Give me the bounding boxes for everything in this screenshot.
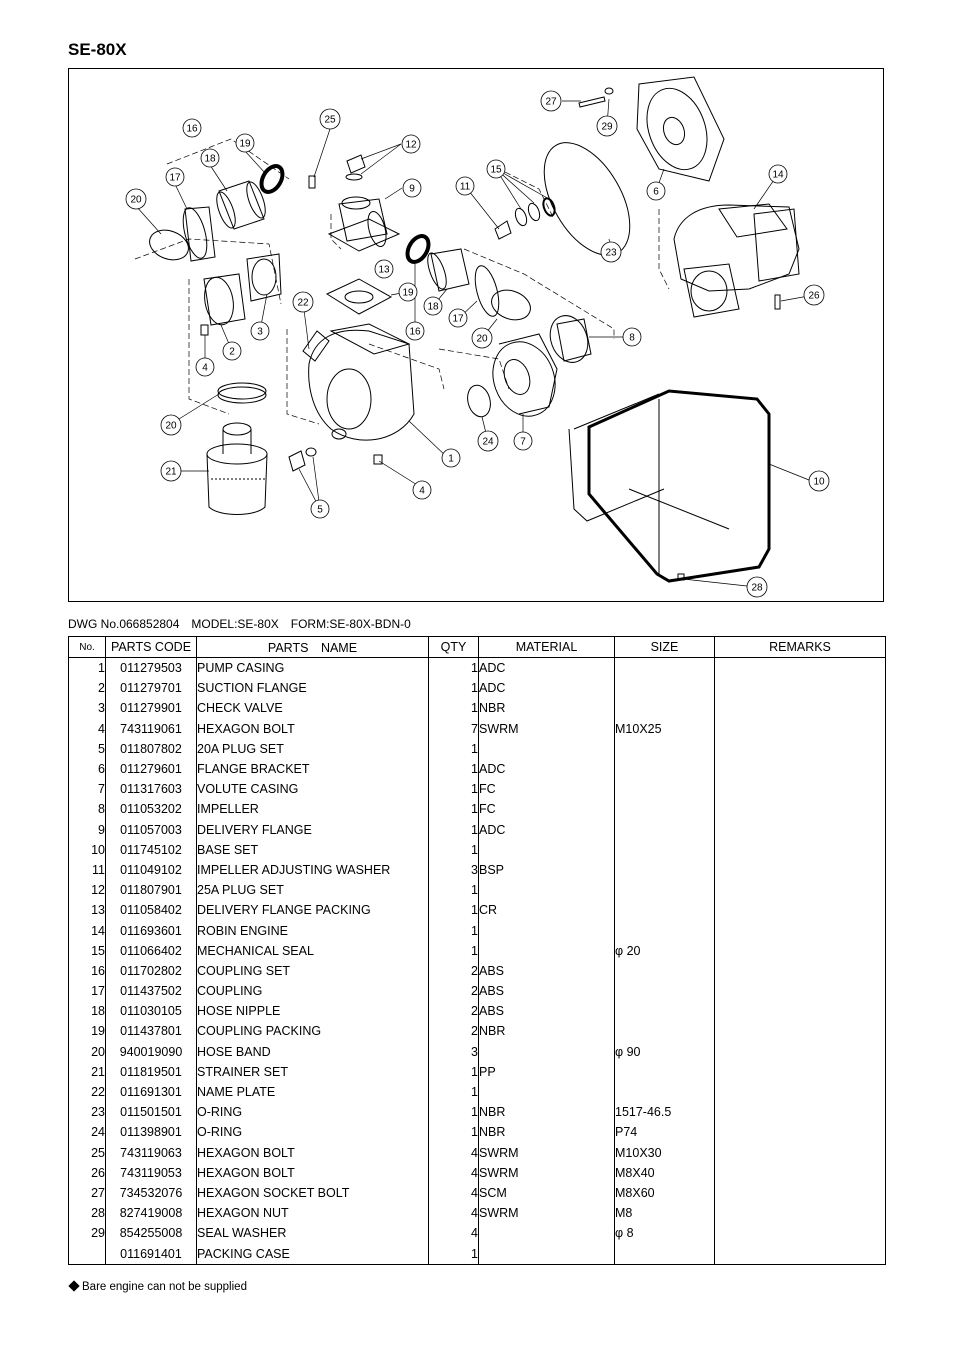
cell-material: ABS <box>479 981 615 1001</box>
cell-material <box>479 941 615 961</box>
callout-label: 11 <box>459 181 471 193</box>
cell-code: 011693601 <box>106 920 197 940</box>
cell-name: FLANGE BRACKET <box>197 759 429 779</box>
cell-remarks <box>715 961 886 981</box>
cell-no: 7 <box>69 779 106 799</box>
cell-size <box>615 840 715 860</box>
cell-material: NBR <box>479 698 615 718</box>
cell-code: 011049102 <box>106 860 197 880</box>
cell-code: 011807901 <box>106 880 197 900</box>
cell-name: SEAL WASHER <box>197 1223 429 1243</box>
cell-name: CHECK VALVE <box>197 698 429 718</box>
cell-size: φ 90 <box>615 1042 715 1062</box>
cell-material: BSP <box>479 860 615 880</box>
cell-material: FC <box>479 779 615 799</box>
table-row <box>69 739 886 759</box>
cell-no: 27 <box>69 1183 106 1203</box>
cell-size <box>615 1082 715 1102</box>
cell-no: 18 <box>69 1001 106 1021</box>
cell-no: 15 <box>69 941 106 961</box>
cell-remarks <box>715 759 886 779</box>
cell-size: M10X25 <box>615 719 715 739</box>
cell-no: 25 <box>69 1143 106 1163</box>
cell-size <box>615 1243 715 1264</box>
header-qty: QTY <box>429 637 479 658</box>
cell-code: 011745102 <box>106 840 197 860</box>
callout-label: 4 <box>419 485 425 497</box>
callout-label: 27 <box>545 96 557 108</box>
cell-code: 011279701 <box>106 678 197 698</box>
cell-no: 16 <box>69 961 106 981</box>
diamond-icon <box>68 1280 79 1291</box>
cell-remarks <box>715 678 886 698</box>
cell-qty: 1 <box>429 840 479 860</box>
cell-qty: 1 <box>429 739 479 759</box>
cell-material: CR <box>479 900 615 920</box>
cell-size: M8 <box>615 1203 715 1223</box>
cell-remarks <box>715 920 886 940</box>
cell-name: HEXAGON SOCKET BOLT <box>197 1183 429 1203</box>
cell-qty: 1 <box>429 1062 479 1082</box>
cell-code: 743119053 <box>106 1163 197 1183</box>
cell-remarks <box>715 1102 886 1122</box>
drawing-info: DWG No.066852804 MODEL:SE-80X FORM:SE-80X-BDN-0 <box>68 617 411 631</box>
cell-code: 827419008 <box>106 1203 197 1223</box>
cell-code: 743119061 <box>106 719 197 739</box>
cell-material: NBR <box>479 1021 615 1041</box>
callout-label: 28 <box>751 582 763 594</box>
callout-label: 24 <box>482 436 494 448</box>
cell-qty: 2 <box>429 1001 479 1021</box>
cell-code: 011057003 <box>106 820 197 840</box>
cell-qty: 2 <box>429 1021 479 1041</box>
table-row <box>69 1183 886 1203</box>
cell-name: HEXAGON BOLT <box>197 719 429 739</box>
cell-no: 1 <box>69 658 106 679</box>
cell-no: 2 <box>69 678 106 698</box>
callout-label: 19 <box>402 287 414 299</box>
cell-material: ABS <box>479 1001 615 1021</box>
cell-name: DELIVERY FLANGE <box>197 820 429 840</box>
callout-label: 17 <box>169 172 181 184</box>
header-parts-name: PARTS NAME <box>197 637 429 658</box>
cell-size: 1517-46.5 <box>615 1102 715 1122</box>
cell-material <box>479 840 615 860</box>
cell-code: 011702802 <box>106 961 197 981</box>
cell-no: 5 <box>69 739 106 759</box>
cell-size: M8X40 <box>615 1163 715 1183</box>
cell-code: 011437502 <box>106 981 197 1001</box>
cell-qty: 1 <box>429 779 479 799</box>
cell-no: 23 <box>69 1102 106 1122</box>
cell-name: MECHANICAL SEAL <box>197 941 429 961</box>
callout-label: 12 <box>405 139 417 151</box>
cell-code: 011279901 <box>106 698 197 718</box>
cell-name: HOSE BAND <box>197 1042 429 1062</box>
cell-name: HOSE NIPPLE <box>197 1001 429 1021</box>
cell-code: 011279601 <box>106 759 197 779</box>
cell-size <box>615 820 715 840</box>
cell-size <box>615 1001 715 1021</box>
table-row <box>69 1143 886 1163</box>
callout-label: 16 <box>409 326 421 338</box>
cell-remarks <box>715 1082 886 1102</box>
cell-code: 011807802 <box>106 739 197 759</box>
cell-qty: 7 <box>429 719 479 739</box>
cell-size <box>615 1021 715 1041</box>
cell-qty: 4 <box>429 1203 479 1223</box>
cell-name: COUPLING SET <box>197 961 429 981</box>
table-row <box>69 719 886 739</box>
callout-label: 20 <box>165 420 177 432</box>
cell-name: STRAINER SET <box>197 1062 429 1082</box>
callout-label: 1 <box>448 453 454 465</box>
callout-label: 17 <box>452 313 464 325</box>
cell-size <box>615 739 715 759</box>
cell-qty: 1 <box>429 900 479 920</box>
cell-qty: 1 <box>429 920 479 940</box>
exploded-parts-drawing <box>68 68 884 602</box>
cell-material: ADC <box>479 658 615 679</box>
cell-qty: 1 <box>429 698 479 718</box>
cell-material: FC <box>479 799 615 819</box>
cell-name: ROBIN ENGINE <box>197 920 429 940</box>
cell-remarks <box>715 1243 886 1264</box>
callout-label: 19 <box>239 138 251 150</box>
page-title: SE-80X <box>68 40 127 59</box>
cell-remarks <box>715 799 886 819</box>
cell-no: 3 <box>69 698 106 718</box>
cell-name: HEXAGON BOLT <box>197 1143 429 1163</box>
cell-material <box>479 739 615 759</box>
cell-code: 011398901 <box>106 1122 197 1142</box>
cell-name: IMPELLER ADJUSTING WASHER <box>197 860 429 880</box>
cell-remarks <box>715 779 886 799</box>
cell-material: SWRM <box>479 719 615 739</box>
cell-remarks <box>715 1163 886 1183</box>
cell-size <box>615 860 715 880</box>
cell-remarks <box>715 658 886 679</box>
cell-name: 25A PLUG SET <box>197 880 429 900</box>
cell-material: PP <box>479 1062 615 1082</box>
callout-label: 25 <box>324 114 336 126</box>
callout-label: 16 <box>186 123 198 135</box>
table-row <box>69 840 886 860</box>
cell-remarks <box>715 860 886 880</box>
table-row <box>69 1243 886 1264</box>
cell-no: 11 <box>69 860 106 880</box>
table-header-row <box>69 637 886 658</box>
cell-remarks <box>715 1122 886 1142</box>
cell-no <box>69 1243 106 1264</box>
cell-no: 19 <box>69 1021 106 1041</box>
table-row <box>69 820 886 840</box>
cell-remarks <box>715 941 886 961</box>
callout-label: 20 <box>476 333 488 345</box>
cell-qty: 1 <box>429 1102 479 1122</box>
table-row <box>69 981 886 1001</box>
cell-name: IMPELLER <box>197 799 429 819</box>
cell-code: 011819501 <box>106 1062 197 1082</box>
cell-remarks <box>715 739 886 759</box>
cell-code: 011317603 <box>106 779 197 799</box>
table-row <box>69 698 886 718</box>
cell-material: ADC <box>479 820 615 840</box>
table-row <box>69 799 886 819</box>
cell-code: 940019090 <box>106 1042 197 1062</box>
cell-no: 21 <box>69 1062 106 1082</box>
cell-no: 12 <box>69 880 106 900</box>
cell-qty: 1 <box>429 678 479 698</box>
cell-remarks <box>715 1143 886 1163</box>
cell-material <box>479 880 615 900</box>
cell-remarks <box>715 719 886 739</box>
cell-name: HEXAGON BOLT <box>197 1163 429 1183</box>
cell-qty: 1 <box>429 941 479 961</box>
cell-material: NBR <box>479 1102 615 1122</box>
exploded-view-svg <box>69 69 885 603</box>
cell-no: 24 <box>69 1122 106 1142</box>
cell-no: 10 <box>69 840 106 860</box>
callout-label: 14 <box>772 169 784 181</box>
cell-material: ADC <box>479 759 615 779</box>
cell-size: P74 <box>615 1122 715 1142</box>
cell-qty: 1 <box>429 1122 479 1142</box>
cell-remarks <box>715 820 886 840</box>
callout-label: 5 <box>317 504 323 516</box>
table-row <box>69 1082 886 1102</box>
cell-size <box>615 698 715 718</box>
cell-no: 14 <box>69 920 106 940</box>
cell-material <box>479 1223 615 1243</box>
cell-remarks <box>715 981 886 1001</box>
cell-size <box>615 880 715 900</box>
footnote-text: Bare engine can not be supplied <box>82 1281 247 1293</box>
cell-size <box>615 779 715 799</box>
cell-qty: 1 <box>429 880 479 900</box>
cell-name: 20A PLUG SET <box>197 739 429 759</box>
cell-remarks <box>715 1223 886 1243</box>
callout-label: 15 <box>490 164 502 176</box>
cell-code: 011691301 <box>106 1082 197 1102</box>
table-row <box>69 920 886 940</box>
cell-code: 854255008 <box>106 1223 197 1243</box>
cell-qty: 3 <box>429 1042 479 1062</box>
table-row <box>69 1001 886 1021</box>
cell-qty: 4 <box>429 1223 479 1243</box>
cell-no: 29 <box>69 1223 106 1243</box>
callout-label: 23 <box>605 247 617 259</box>
cell-no: 22 <box>69 1082 106 1102</box>
callout-label: 6 <box>653 186 659 198</box>
cell-qty: 1 <box>429 658 479 679</box>
cell-remarks <box>715 1001 886 1021</box>
cell-remarks <box>715 1042 886 1062</box>
cell-code: 011501501 <box>106 1102 197 1122</box>
cell-name: SUCTION FLANGE <box>197 678 429 698</box>
cell-size: φ 20 <box>615 941 715 961</box>
cell-code: 011691401 <box>106 1243 197 1264</box>
callout-label: 9 <box>409 183 415 195</box>
cell-size <box>615 678 715 698</box>
callout-label: 13 <box>378 264 390 276</box>
cell-name: PUMP CASING <box>197 658 429 679</box>
table-row <box>69 1021 886 1041</box>
cell-code: 011053202 <box>106 799 197 819</box>
cell-qty: 1 <box>429 1243 479 1264</box>
cell-no: 9 <box>69 820 106 840</box>
table-row <box>69 779 886 799</box>
footnote <box>68 1281 247 1293</box>
cell-code: 011030105 <box>106 1001 197 1021</box>
table-row <box>69 678 886 698</box>
table-row <box>69 961 886 981</box>
callout-label: 22 <box>297 297 309 309</box>
callout-label: 4 <box>202 362 208 374</box>
table-row <box>69 759 886 779</box>
cell-material: SCM <box>479 1183 615 1203</box>
cell-name: COUPLING PACKING <box>197 1021 429 1041</box>
callout-label: 21 <box>165 466 177 478</box>
callout-label: 8 <box>629 332 635 344</box>
cell-name: COUPLING <box>197 981 429 1001</box>
cell-remarks <box>715 840 886 860</box>
cell-no: 17 <box>69 981 106 1001</box>
cell-material <box>479 1243 615 1264</box>
cell-qty: 1 <box>429 820 479 840</box>
header-parts-code: PARTS CODE <box>106 637 197 658</box>
cell-size <box>615 799 715 819</box>
callout-label: 29 <box>601 121 613 133</box>
cell-qty: 1 <box>429 1082 479 1102</box>
cell-remarks <box>715 1021 886 1041</box>
header-remarks: REMARKS <box>715 637 886 658</box>
cell-size: M10X30 <box>615 1143 715 1163</box>
cell-size <box>615 961 715 981</box>
cell-remarks <box>715 698 886 718</box>
cell-code: 011066402 <box>106 941 197 961</box>
cell-qty: 4 <box>429 1163 479 1183</box>
cell-size <box>615 981 715 1001</box>
table-row <box>69 1102 886 1122</box>
table-row <box>69 880 886 900</box>
cell-remarks <box>715 900 886 920</box>
callout-label: 26 <box>808 290 820 302</box>
cell-no: 4 <box>69 719 106 739</box>
cell-code: 734532076 <box>106 1183 197 1203</box>
table-row <box>69 860 886 880</box>
cell-code: 011058402 <box>106 900 197 920</box>
cell-no: 13 <box>69 900 106 920</box>
callout-markers <box>126 91 829 597</box>
cell-size <box>615 658 715 679</box>
cell-material: ABS <box>479 961 615 981</box>
table-row <box>69 941 886 961</box>
cell-qty: 3 <box>429 860 479 880</box>
table-row <box>69 1223 886 1243</box>
callout-label: 10 <box>813 476 825 488</box>
callout-label: 20 <box>130 194 142 206</box>
cell-name: HEXAGON NUT <box>197 1203 429 1223</box>
cell-material: NBR <box>479 1122 615 1142</box>
cell-material <box>479 1042 615 1062</box>
cell-no: 8 <box>69 799 106 819</box>
cell-remarks <box>715 880 886 900</box>
cell-no: 26 <box>69 1163 106 1183</box>
header-material: MATERIAL <box>479 637 615 658</box>
callout-label: 18 <box>204 153 216 165</box>
cell-size: M8X60 <box>615 1183 715 1203</box>
cell-name: O-RING <box>197 1102 429 1122</box>
cell-remarks <box>715 1062 886 1082</box>
cell-material: ADC <box>479 678 615 698</box>
callout-label: 7 <box>520 436 526 448</box>
cell-no: 6 <box>69 759 106 779</box>
cell-qty: 2 <box>429 981 479 1001</box>
cell-code: 011437801 <box>106 1021 197 1041</box>
cell-size <box>615 759 715 779</box>
cell-name: NAME PLATE <box>197 1082 429 1102</box>
cell-remarks <box>715 1183 886 1203</box>
table-row <box>69 1203 886 1223</box>
cell-size <box>615 1062 715 1082</box>
cell-material: SWRM <box>479 1143 615 1163</box>
header-size: SIZE <box>615 637 715 658</box>
table-row <box>69 658 886 679</box>
cell-no: 28 <box>69 1203 106 1223</box>
cell-name: DELIVERY FLANGE PACKING <box>197 900 429 920</box>
cell-qty: 4 <box>429 1143 479 1163</box>
cell-name: BASE SET <box>197 840 429 860</box>
parts-table-body <box>69 658 886 1265</box>
callout-label: 3 <box>257 326 263 338</box>
table-row <box>69 1122 886 1142</box>
table-row <box>69 900 886 920</box>
cell-remarks <box>715 1203 886 1223</box>
cell-qty: 2 <box>429 961 479 981</box>
cell-qty: 1 <box>429 759 479 779</box>
callout-label: 18 <box>427 301 439 313</box>
cell-material: SWRM <box>479 1163 615 1183</box>
cell-material <box>479 920 615 940</box>
cell-name: VOLUTE CASING <box>197 779 429 799</box>
cell-material <box>479 1082 615 1102</box>
table-row <box>69 1163 886 1183</box>
cell-size: φ 8 <box>615 1223 715 1243</box>
cell-code: 743119063 <box>106 1143 197 1163</box>
cell-size <box>615 900 715 920</box>
cell-name: PACKING CASE <box>197 1243 429 1264</box>
table-row <box>69 1062 886 1082</box>
table-row <box>69 1042 886 1062</box>
cell-no: 20 <box>69 1042 106 1062</box>
parts-table <box>68 636 886 1265</box>
header-no: No. <box>69 637 106 658</box>
cell-size <box>615 920 715 940</box>
cell-code: 011279503 <box>106 658 197 679</box>
cell-qty: 4 <box>429 1183 479 1203</box>
cell-qty: 1 <box>429 799 479 819</box>
cell-material: SWRM <box>479 1203 615 1223</box>
callout-label: 2 <box>229 346 235 358</box>
cell-name: O-RING <box>197 1122 429 1142</box>
